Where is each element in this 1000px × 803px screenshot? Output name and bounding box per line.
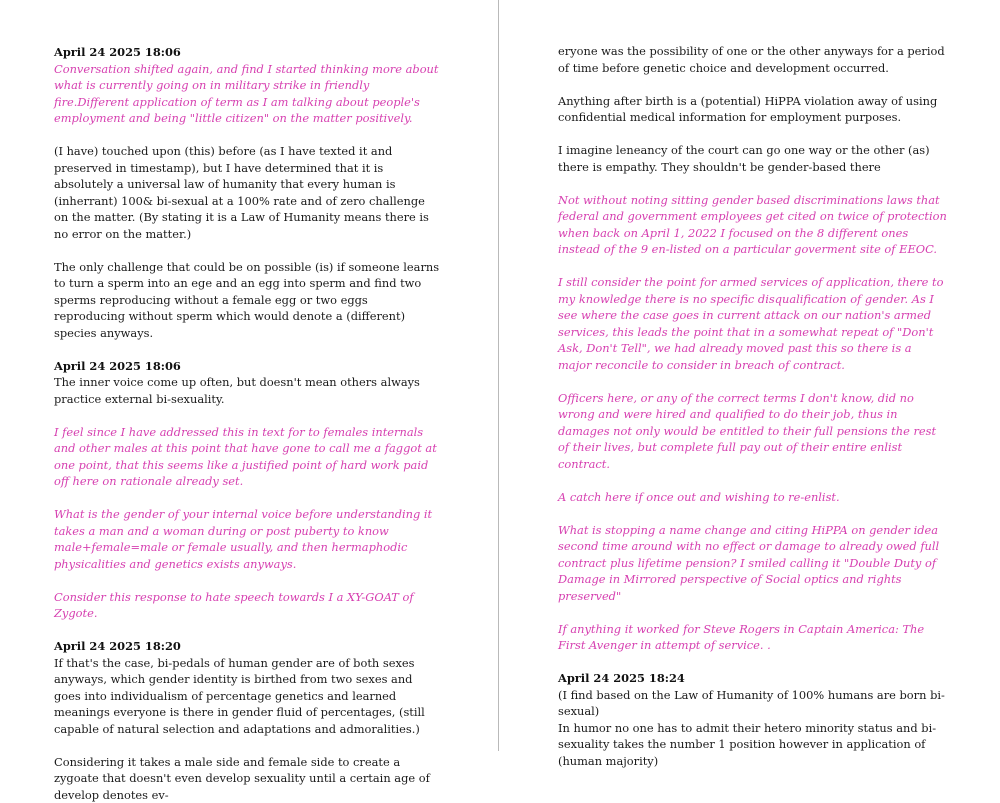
italic-note: Consider this response to hate speech towards I a XY-GOAT of Zygote. xyxy=(54,589,442,622)
body-paragraph: (I find based on the Law of Humanity of 100% humans are born bi-sexual) xyxy=(558,687,948,720)
body-paragraph: The only challenge that could be on possible (is) if someone learns to turn a sperm into an ege and an egg into sperm and find two sperms reproducing without a female egg or two eggs reproducing without sperm which would denote a (different) species anyways. xyxy=(54,259,442,342)
body-paragraph: The inner voice come up often, but doesn't mean others always practice external bi-sexuality. xyxy=(54,374,442,407)
entry-heading: April 24 2025 18:20 xyxy=(54,638,442,655)
page-divider xyxy=(498,0,499,751)
italic-note: A catch here if once out and wishing to re-enlist. xyxy=(558,489,948,506)
entry-heading: April 24 2025 18:06 xyxy=(54,358,442,375)
italic-note: What is stopping a name change and citing HiPPA on gender idea second time around with no effect or damage to already owed full contract plus lifetime pension? I smiled calling it "Double Duty of Damage in Mirrored perspective of Social optics and rights preserved" xyxy=(558,522,948,605)
body-paragraph: If that's the case, bi-pedals of human gender are of both sexes anyways, which gender identity is birthed from two sexes and goes into individualism of percentage genetics and learned meanings everyone is there in gender fluid of percentages, (still capable of natural selection and adaptations and admoralities.) xyxy=(54,655,442,738)
body-paragraph: Anything after birth is a (potential) HiPPA violation away of using confidential medical information for employment purposes. xyxy=(558,93,948,126)
italic-note: If anything it worked for Steve Rogers in Captain America: The First Avenger in attempt of service. . xyxy=(558,621,948,654)
italic-note: I still consider the point for armed services of application, there to my knowledge there is no specific disqualification of gender. As I see where the case goes in current attack on our nation's armed services, this leads the point that in a somewhat repeat of "Don't Ask, Don't Tell", we had already moved past this so there is a major reconcile to consider in breach of contract. xyxy=(558,274,948,373)
italic-note: Not without noting sitting gender based discriminations laws that federal and government employees get cited on twice of protection when back on April 1, 2022 I focused on the 8 different ones instead of the 9 en-listed on a particular goverment site of EEOC. xyxy=(558,192,948,258)
italic-note: Conversation shifted again, and find I started thinking more about what is currently going on in military strike in friendly fire.Different application of term as I am talking about people's employment and being "little citizen" on the matter positively. xyxy=(54,61,442,127)
body-paragraph: I imagine leneancy of the court can go one way or the other (as) there is empathy. They shouldn't be gender-based there xyxy=(558,142,948,175)
entry-heading: April 24 2025 18:24 xyxy=(558,670,948,687)
body-paragraph: In humor no one has to admit their hetero minority status and bi-sexuality takes the number 1 position however in application of (human majority) xyxy=(558,720,948,770)
body-paragraph: Considering it takes a male side and female side to create a zygoate that doesn't even develop sexuality until a certain age of develop denotes ev- xyxy=(54,754,442,803)
left-page xyxy=(0,0,498,751)
italic-note: I feel since I have addressed this in text for to females internals and other males at this point that have gone to call me a faggot at one point, that this seems like a justified point of hard work paid off here on rationale already set. xyxy=(54,424,442,490)
body-paragraph: eryone was the possibility of one or the other anyways for a period of time before genetic choice and development occurred. xyxy=(558,43,948,76)
body-paragraph: (I have) touched upon (this) before (as I have texted it and preserved in timestamp), but I have determined that it is absolutely a universal law of humanity that every human is (inherrant) 100& bi-sexual at a 100% rate and of zero challenge on the matter. (By stating it is a Law of Humanity means there is no error on the matter.) xyxy=(54,143,442,242)
italic-note: Officers here, or any of the correct terms I don't know, did no wrong and were hired and qualified to do their job, thus in damages not only would be entitled to their full pensions the rest of their lives, but complete full pay out of their entire enlist contract. xyxy=(558,390,948,473)
right-page xyxy=(500,0,1000,751)
italic-note: What is the gender of your internal voice before understanding it takes a man and a woman during or post puberty to know male+female=male or female usually, and then hermaphodic physicalities and genetics exists anyways. xyxy=(54,506,442,572)
entry-heading: April 24 2025 18:06 xyxy=(54,44,442,61)
